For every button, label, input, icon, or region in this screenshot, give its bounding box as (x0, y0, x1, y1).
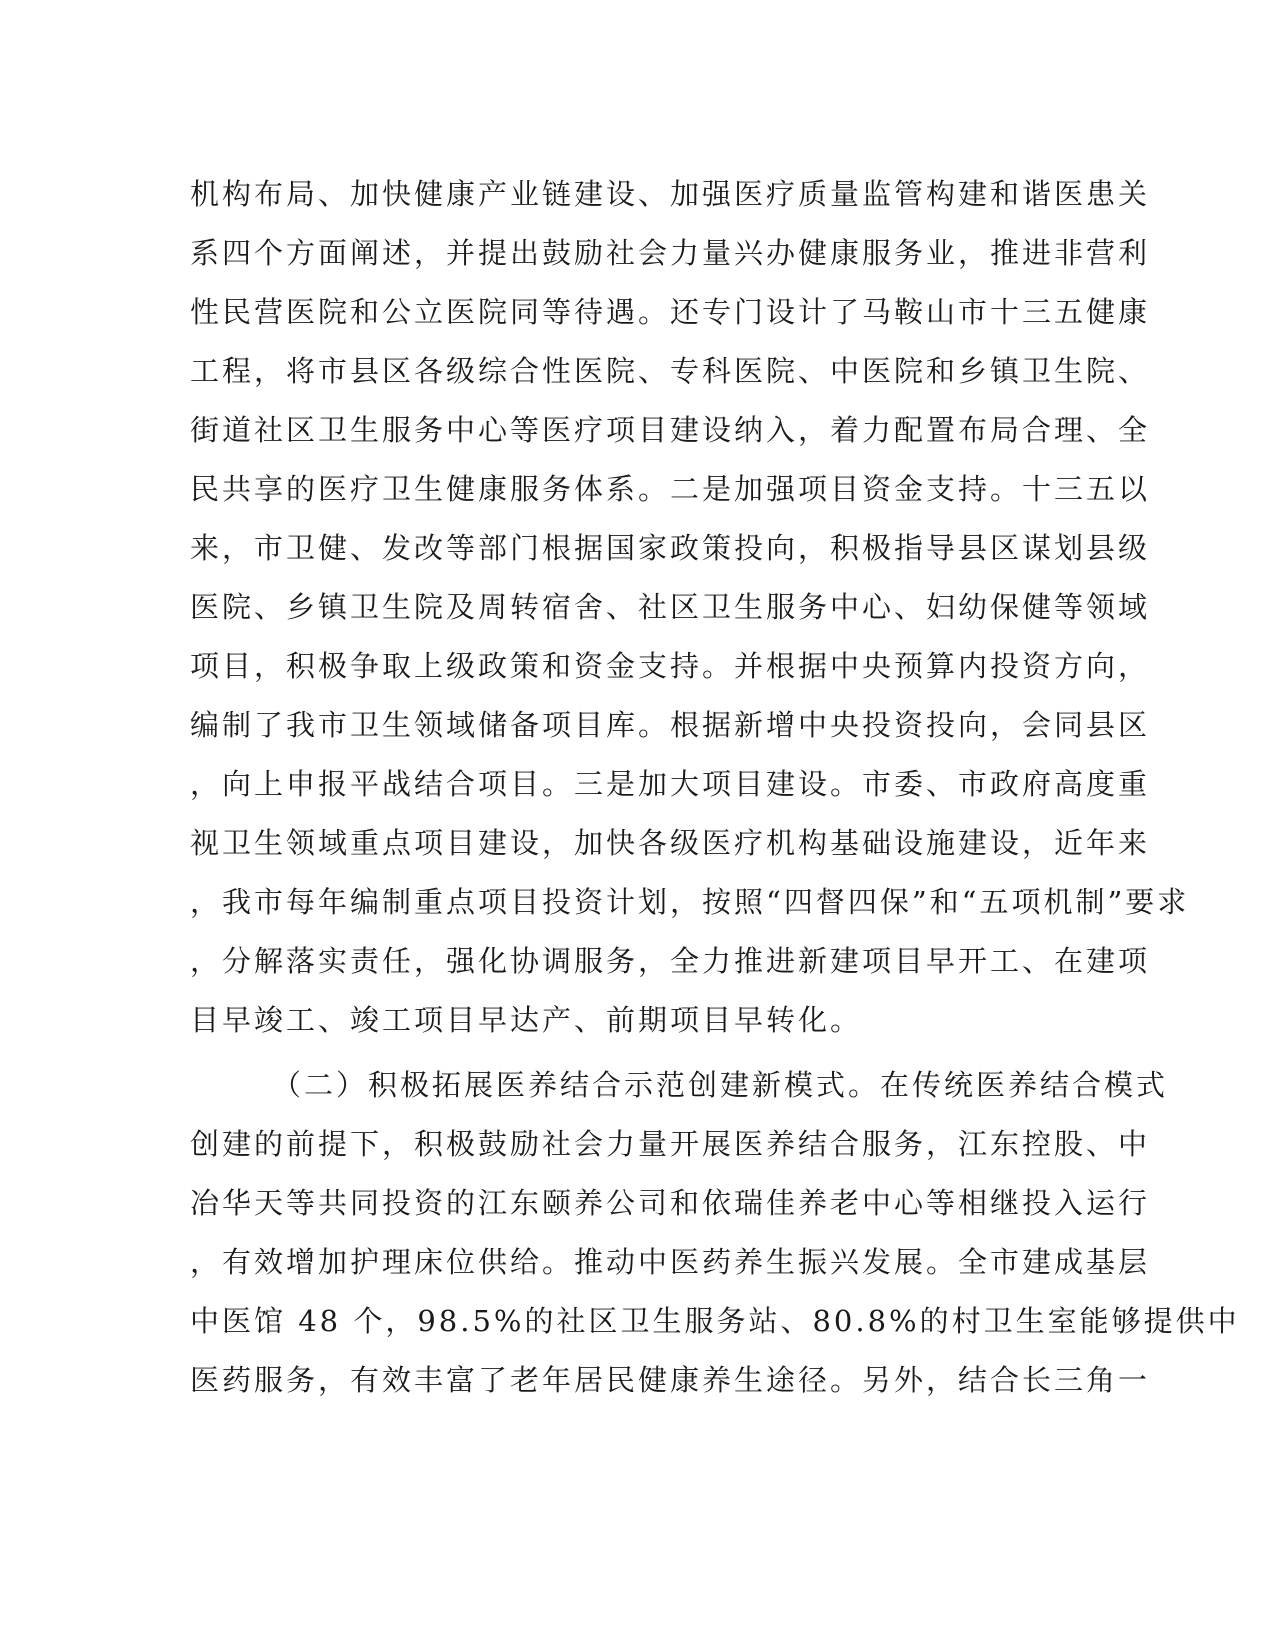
text-line: 视卫生领域重点项目建设，加快各级医疗机构基础设施建设，近年来 (190, 826, 1151, 860)
text-line: 工程，将市县区各级综合性医院、专科医院、中医院和乡镇卫生院、 (190, 354, 1151, 388)
text-line: ，分解落实责任，强化协调服务，全力推进新建项目早开工、在建项 (190, 944, 1151, 978)
text-line: 目早竣工、竣工项目早达产、前期项目早转化。 (190, 1003, 863, 1037)
text-line: 中医馆 48 个，98.5%的社区卫生服务站、80.8%的村卫生室能够提供中 (190, 1304, 1240, 1338)
text-line: 冶华天等共同投资的江东颐养公司和依瑞佳养老中心等相继投入运行 (190, 1186, 1151, 1220)
text-line: 来，市卫健、发改等部门根据国家政策投向，积极指导县区谋划县级 (190, 531, 1151, 565)
text-line: 街道社区卫生服务中心等医疗项目建设纳入，着力配置布局合理、全 (190, 413, 1151, 447)
text-line: 医院、乡镇卫生院及周转宿舍、社区卫生服务中心、妇幼保健等领域 (190, 590, 1151, 624)
text-line: 系四个方面阐述，并提出鼓励社会力量兴办健康服务业，推进非营利 (190, 236, 1151, 270)
text-line: ，向上申报平战结合项目。三是加大项目建设。市委、市政府高度重 (190, 767, 1151, 801)
text-line: 民共享的医疗卫生健康服务体系。二是加强项目资金支持。十三五以 (190, 472, 1151, 506)
text-line: 创建的前提下，积极鼓励社会力量开展医养结合服务，江东控股、中 (190, 1127, 1151, 1161)
section-heading-line: （二）积极拓展医养结合示范创建新模式。在传统医养结合模式 (272, 1068, 1169, 1102)
text-line: 机构布局、加快健康产业链建设、加强医疗质量监管构建和谐医患关 (190, 177, 1151, 211)
text-line: ，我市每年编制重点项目投资计划，按照“四督四保”和“五项机制”要求 (190, 885, 1190, 919)
document-body (190, 165, 1240, 1410)
text-line: 项目，积极争取上级政策和资金支持。并根据中央预算内投资方向， (190, 649, 1151, 683)
text-line: 编制了我市卫生领域储备项目库。根据新增中央投资投向，会同县区 (190, 708, 1151, 742)
text-line: ，有效增加护理床位供给。推动中医药养生振兴发展。全市建成基层 (190, 1245, 1151, 1279)
text-line: 医药服务，有效丰富了老年居民健康养生途径。另外，结合长三角一 (190, 1363, 1151, 1397)
text-line: 性民营医院和公立医院同等待遇。还专门设计了马鞍山市十三五健康 (190, 295, 1151, 329)
